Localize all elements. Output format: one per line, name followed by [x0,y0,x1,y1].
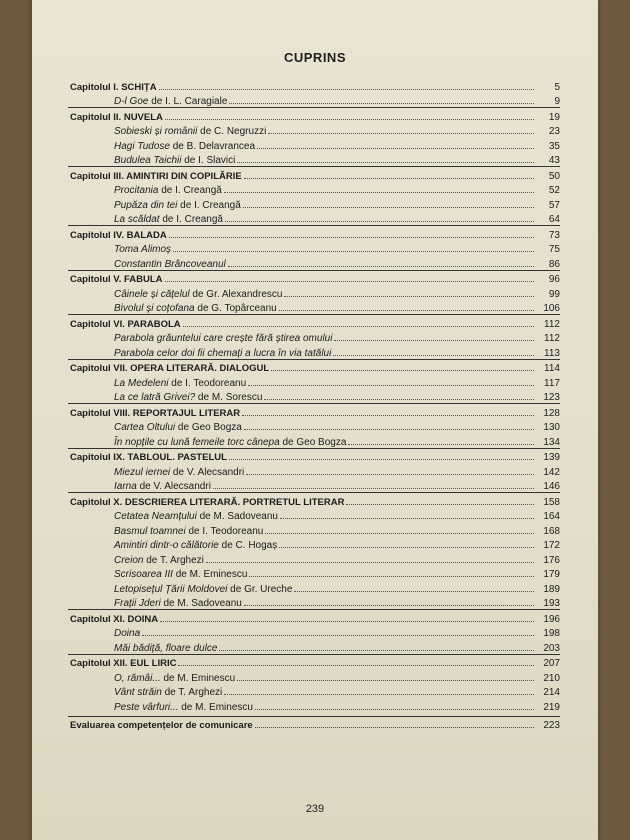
entry-page: 198 [543,628,560,639]
dot-leader [237,162,534,163]
work-author: de C. Negruzzi [197,126,267,137]
work-author: de M. Eminescu [178,701,253,713]
dot-leader [294,591,534,592]
work-author: de Gr. Ureche [227,583,293,595]
work-author: de Gr. Alexandrescu [189,288,283,300]
entry-page: 112 [544,333,560,344]
entry-page: 75 [548,244,560,255]
entry-page: 57 [548,199,560,211]
work-author: de Geo Bogza [175,422,242,433]
chapter-page: 196 [543,613,560,625]
dot-leader [229,459,534,460]
work-author: de I. Teodoreanu [168,377,247,389]
chapter-page: 96 [548,274,560,285]
toc-entry [68,463,560,478]
work-title: Măi bădiță, floare dulce [114,642,218,654]
work-title: Letopisețul Țării Moldovei [114,583,228,595]
toc-chapter [68,403,560,448]
work-title: Câinele și cățelul [114,288,190,300]
toc-entry [68,478,560,493]
entry-page: 172 [543,540,560,551]
chapter-title: Capitolul IV. BALADA [70,229,167,241]
dot-leader [178,665,534,666]
entry-text [114,598,242,609]
entry-page: 193 [543,598,560,609]
dot-leader [333,355,534,356]
entry-text [114,96,227,107]
toc-entry [68,537,560,552]
toc-entry [68,211,560,226]
dot-leader [244,178,534,179]
dot-leader [284,296,534,297]
dot-leader [244,429,534,430]
toc-chapter [68,359,560,404]
work-title: Peste vârfuri... [114,701,179,713]
entry-page: 219 [543,701,560,713]
entry-page: 106 [543,303,560,314]
entry-page: 134 [543,436,560,448]
dot-leader [255,709,534,710]
chapter-heading [68,271,560,286]
toc-entry [68,639,560,654]
work-title: La Medeleni [114,377,169,389]
chapter-heading [68,78,560,93]
dot-leader [213,488,534,489]
dot-leader [271,370,534,371]
chapter-heading [68,315,560,330]
dot-leader [160,621,534,622]
toc-entry [68,255,560,270]
work-title: Pupăza din tei [114,199,178,211]
entry-page: 64 [548,214,560,225]
toc-chapter [68,78,560,107]
chapter-title: Capitolul III. AMINTIRI DIN COPILĂRIE [70,170,242,182]
entry-text [114,526,263,537]
entry-text [114,289,282,300]
toc-chapter [68,270,560,315]
dot-leader [169,237,534,238]
entry-page: 146 [543,481,560,492]
entry-page: 52 [548,185,560,196]
page-title: CUPRINS [283,50,346,65]
work-author: de Geo Bogza [279,436,347,448]
dot-leader [229,103,534,104]
dot-leader [279,547,534,548]
entry-page: 123 [543,392,560,403]
chapter-heading [68,360,560,375]
work-title: Creion [114,554,144,566]
work-author: de I. Creangă [158,185,222,196]
work-title: În nopțile cu lună femeile torc cânepa [114,436,280,448]
toc-entry [68,152,560,167]
dot-leader [206,562,534,563]
entry-text [114,555,204,566]
toc-entry [68,698,560,713]
toc-entry [68,625,560,640]
entry-page: 9 [554,96,560,107]
dot-leader [219,650,534,651]
work-author: de I. Teodoreanu [185,525,264,537]
dot-leader [173,251,534,252]
work-title: Toma Alimoș [114,244,172,255]
dot-leader [183,326,534,327]
work-author: de B. Delavrancea [169,140,256,152]
entry-text [114,155,235,166]
dot-leader [265,533,534,534]
entry-text [114,540,277,551]
entry-text [114,141,255,152]
work-title: Hagi Tudose [114,140,170,152]
dot-leader [165,119,534,120]
dot-leader [244,605,534,606]
entry-page: 130 [543,422,560,433]
work-author: de C. Hogaș [218,540,278,551]
work-author: de V. Alecsandri [136,481,211,492]
work-title: O, rămâi... [114,672,161,684]
chapter-title: Capitolul IX. TABLOUL. PASTELUL [70,452,227,463]
entry-text [114,378,246,389]
toc-entry [68,285,560,300]
entry-page: 43 [548,155,560,166]
chapter-heading [68,404,560,419]
chapter-page: 19 [548,111,560,123]
work-title: Cartea Oltului [114,422,176,433]
chapter-page: 112 [544,318,560,330]
toc-chapter [68,314,560,359]
entry-page: 168 [543,525,560,537]
toc-entry [68,137,560,152]
dot-leader [225,221,534,222]
toc-entry [68,389,560,404]
chapter-heading [68,226,560,241]
toc-entry [68,433,560,448]
entry-text [114,643,217,654]
toc-entry [68,684,560,699]
work-author: de I. L. Caragiale [148,96,228,107]
chapter-heading [68,167,560,182]
toc-chapter [68,107,560,166]
entry-text [114,333,332,344]
entry-text [114,200,241,211]
entry-text [114,702,253,713]
dot-leader [165,281,534,282]
entry-text [114,511,278,522]
chapter-page: 73 [548,229,560,241]
dot-leader [264,399,534,400]
chapter-title: Capitolul II. NUVELA [70,111,163,123]
work-author: de I. Creangă [177,199,241,211]
work-title: Bivolul și coțofana [114,303,195,314]
entry-page: 142 [543,466,560,478]
toc-entry [68,182,560,197]
page-number: 239 [305,803,325,815]
toc-chapter [68,225,560,270]
work-title: La ce latră Grivei? [114,392,196,403]
toc-entry [68,300,560,315]
dot-leader [280,518,534,519]
entry-page: 117 [544,377,560,389]
chapter-page: 139 [543,452,560,463]
entry-text [114,673,235,684]
entry-text [114,185,222,196]
chapter-page: 158 [543,496,560,508]
chapter-page: 128 [543,407,560,419]
work-title: Constantin Brâncoveanul [114,258,226,270]
work-title: Amintiri dintr-o călătorie [114,540,219,551]
entry-page: 176 [543,554,560,566]
work-author: de V. Alecsandri [170,466,245,478]
chapter-title: Capitolul VIII. REPORTAJUL LITERAR [70,407,241,419]
book-page [32,0,598,840]
chapter-title: Capitolul VI. PARABOLA [70,318,181,330]
work-title: Miezul iernei [114,466,171,478]
dot-leader [268,133,534,134]
chapter-title: Capitolul X. DESCRIEREA LITERARĂ. PORTRETUL LITERAR [70,496,345,508]
work-author: de I. Creangă [159,214,223,225]
entry-text [114,467,244,478]
dot-leader [248,385,534,386]
chapter-heading [68,655,560,670]
chapter-title: Capitolul VII. OPERA LITERARĂ. DIALOGUL [70,363,270,374]
toc-entry [68,595,560,610]
dot-leader [243,207,534,208]
entry-text [114,628,140,639]
entry-text [114,422,242,433]
chapter-heading [68,108,560,123]
work-title: Iarna [114,481,137,492]
entry-page: 179 [543,569,560,580]
toc-chapter [68,448,560,493]
toc-entry [68,93,560,108]
work-title: Vânt străin [114,687,162,698]
entry-text [114,303,277,314]
dot-leader [142,635,534,636]
table-of-contents [68,78,560,731]
work-title: Scrisoarea III [114,569,173,580]
work-author: de M. Sadoveanu [160,598,242,609]
chapter-heading [68,493,560,508]
dot-leader [224,694,534,695]
toc-entry [68,374,560,389]
final-title: Evaluarea competențelor de comunicare [70,720,253,731]
work-title: Doina [114,628,141,639]
dot-leader [346,504,534,505]
toc-chapter [68,166,560,225]
toc-entry [68,508,560,523]
dot-leader [255,727,534,728]
entry-page: 210 [543,672,560,684]
dot-leader [279,310,534,311]
entry-text [114,348,331,359]
work-author: de M. Eminescu [160,672,236,684]
entry-text [114,259,226,270]
chapter-page: 5 [554,81,560,93]
toc-entry [68,123,560,138]
entry-text [114,392,262,403]
entry-text [114,126,266,137]
work-title: La scăldat [114,214,160,225]
entry-text [114,584,292,595]
chapter-title: Capitolul XII. EUL LIRIC [70,658,177,669]
chapter-page: 50 [548,170,560,182]
entry-page: 99 [548,288,560,300]
entry-page: 214 [543,687,560,698]
toc-entry [68,419,560,434]
work-author: de T. Arghezi [161,687,223,698]
work-author: de T. Arghezi [143,554,204,566]
entry-page: 23 [548,126,560,137]
entry-page: 113 [544,347,560,359]
work-title: Parabola celor doi fii chemați a lucra în via tatălui [114,347,332,359]
dot-leader [246,474,534,475]
work-author: de M. Sorescu [195,392,263,403]
final-page: 223 [543,720,560,731]
work-title: D-l Goe [114,96,149,107]
work-title: Basmul toamnei [114,525,186,537]
dot-leader [159,89,534,90]
chapter-heading [68,449,560,464]
chapter-title: Capitolul XI. DOINA [70,613,159,625]
work-author: de I. Slavici [181,155,236,166]
dot-leader [334,340,534,341]
dot-leader [257,148,534,149]
work-title: Procitania [114,185,159,196]
entry-page: 164 [543,511,560,522]
final-entry [68,716,560,732]
dot-leader [237,680,534,681]
chapter-title: Capitolul I. SCHIȚA [70,81,157,93]
toc-entry [68,566,560,581]
entry-page: 35 [548,140,560,152]
entry-text [114,687,222,698]
toc-chapter [68,492,560,609]
work-author: de M. Eminescu [172,569,248,580]
dot-leader [348,444,534,445]
work-author: de G. Topârceanu [194,303,277,314]
chapter-heading [68,610,560,625]
chapter-title: Capitolul V. FABULA [70,274,163,285]
entry-page: 86 [548,258,560,270]
toc-entry [68,330,560,345]
toc-entry [68,522,560,537]
entry-text [114,214,223,225]
entry-text [114,481,211,492]
toc-entry [68,196,560,211]
work-author: de M. Sadoveanu [196,511,278,522]
toc-entry [68,580,560,595]
dot-leader [224,192,534,193]
toc-entry [68,551,560,566]
dot-leader [249,576,534,577]
toc-entry [68,669,560,684]
dot-leader [242,415,534,416]
toc-entry [68,344,560,359]
chapter-page: 207 [543,658,560,669]
work-title: Parabola grăuntelui care crește fără știrea omului [114,333,333,344]
entry-text [114,569,247,580]
work-title: Cetatea Neamțului [114,511,197,522]
work-title: Frații Jderi [114,598,161,609]
entry-text [114,437,346,448]
entry-page: 203 [543,642,560,654]
toc-chapter [68,609,560,654]
entry-page: 189 [543,583,560,595]
work-title: Budulea Taichii [114,155,182,166]
toc-entry [68,241,560,256]
work-title: Sobieski și românii [114,126,198,137]
dot-leader [228,266,534,267]
chapter-page: 114 [544,363,560,374]
toc-chapter [68,654,560,713]
entry-text [114,244,171,255]
